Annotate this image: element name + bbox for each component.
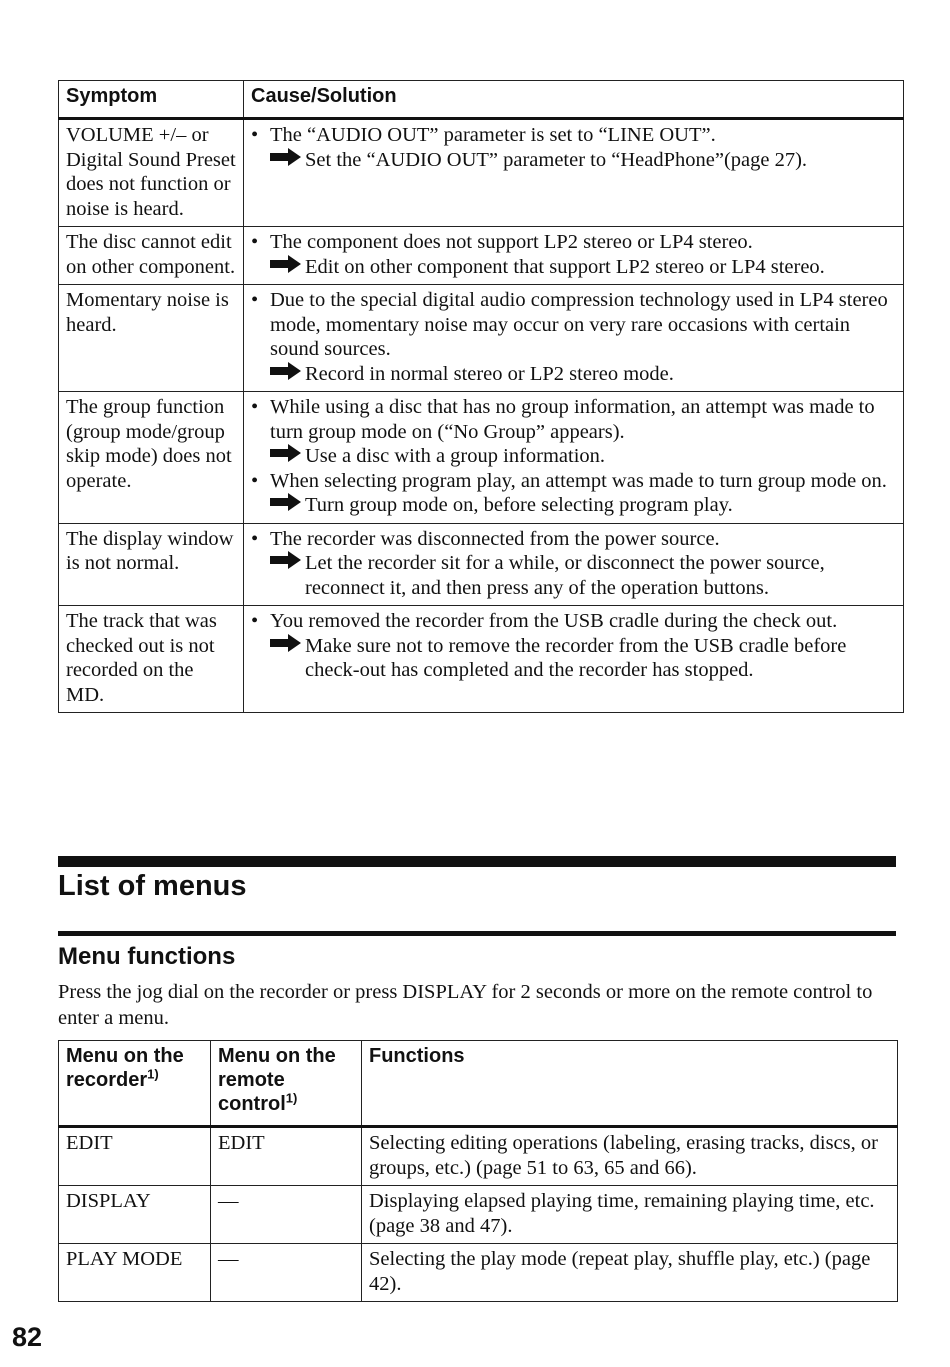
recorder-menu-cell: DISPLAY bbox=[59, 1186, 211, 1244]
menu-functions-table bbox=[58, 1040, 898, 1302]
table-row bbox=[59, 227, 904, 285]
solution-item bbox=[270, 551, 896, 600]
symptom-cell: VOLUME +/– or Digital Sound Preset does not function or noise is heard. bbox=[59, 119, 244, 227]
remote-menu-cell: — bbox=[211, 1186, 362, 1244]
troubleshooting-header-row bbox=[59, 81, 904, 119]
symptom-cell: The display window is not normal. bbox=[59, 523, 244, 606]
solution-text: Turn group mode on, before selecting program play. bbox=[305, 494, 733, 516]
right-arrow-icon bbox=[270, 444, 301, 469]
cause-item bbox=[251, 230, 896, 255]
symptom-header: Symptom bbox=[59, 81, 244, 119]
cause-solution-header: Cause/Solution bbox=[244, 81, 904, 119]
table-row bbox=[59, 1186, 898, 1244]
intro-paragraph: Press the jog dial on the recorder or press DISPLAY for 2 seconds or more on the remote control to enter a menu. bbox=[58, 981, 873, 1029]
table-row bbox=[59, 523, 904, 606]
cause-solution-cell bbox=[244, 606, 904, 713]
recorder-menu-header-label: Menu on the recorder bbox=[66, 1045, 184, 1091]
table-row bbox=[59, 119, 904, 227]
symptom-cell: Momentary noise is heard. bbox=[59, 285, 244, 392]
troubleshooting-table bbox=[58, 80, 904, 713]
cause-solution-cell bbox=[244, 392, 904, 524]
section-rule bbox=[58, 856, 896, 867]
solution-item bbox=[270, 148, 896, 173]
solution-text: Use a disc with a group information. bbox=[305, 445, 606, 467]
cause-solution-pair bbox=[251, 609, 896, 683]
cause-text: Due to the special digital audio compression technology used in LP4 stereo mode, momentary noise may occur on very rare occasions with certain sound sources. bbox=[270, 289, 888, 360]
cause-text: The recorder was disconnected from the power source. bbox=[270, 527, 720, 550]
right-arrow-icon bbox=[270, 493, 301, 518]
functions-cell: Selecting the play mode (repeat play, shuffle play, etc.) (page 42). bbox=[362, 1244, 898, 1302]
table-row bbox=[59, 606, 904, 713]
bullet-icon: • bbox=[251, 124, 259, 146]
bullet-icon: • bbox=[251, 396, 259, 418]
functions-cell: Selecting editing operations (labeling, erasing tracks, discs, or groups, etc.) (page 51 to 63, 65 and 66). bbox=[362, 1127, 898, 1186]
solution-text: Record in normal stereo or LP2 stereo mode. bbox=[305, 362, 674, 385]
cause-text: The component does not support LP2 stereo or LP4 stereo. bbox=[270, 231, 753, 253]
cause-item bbox=[251, 123, 896, 148]
cause-text: While using a disc that has no group information, an attempt was made to turn group mode on (“No Group” appears). bbox=[270, 396, 875, 443]
cause-item bbox=[251, 527, 896, 552]
solution-item bbox=[270, 362, 896, 387]
table-row bbox=[59, 392, 904, 524]
solution-text: Make sure not to remove the recorder from the USB cradle before check-out has completed and the recorder has stopped. bbox=[305, 634, 847, 681]
solution-item bbox=[270, 255, 896, 280]
right-arrow-icon bbox=[270, 634, 301, 659]
solution-item bbox=[270, 444, 896, 469]
bullet-icon: • bbox=[251, 231, 259, 253]
table-row bbox=[59, 1127, 898, 1186]
cause-text: When selecting program play, an attempt was made to turn group mode on. bbox=[270, 469, 887, 492]
cause-solution-pair bbox=[251, 469, 896, 518]
cause-solution-pair bbox=[251, 395, 896, 469]
solution-item bbox=[270, 493, 896, 518]
solution-text: Let the recorder sit for a while, or disconnect the power source, reconnect it, and then press any of the operation buttons. bbox=[305, 552, 825, 599]
cause-solution-cell bbox=[244, 523, 904, 606]
right-arrow-icon bbox=[270, 551, 301, 576]
functions-cell: Displaying elapsed playing time, remaining playing time, etc. (page 38 and 47). bbox=[362, 1186, 898, 1244]
cause-item bbox=[251, 609, 896, 634]
table-row bbox=[59, 285, 904, 392]
remote-menu-header bbox=[211, 1041, 362, 1127]
solution-text: Set the “AUDIO OUT” parameter to “HeadPhone”(page 27). bbox=[305, 148, 808, 171]
remote-menu-cell: EDIT bbox=[211, 1127, 362, 1186]
remote-menu-cell: — bbox=[211, 1244, 362, 1302]
subsection-rule bbox=[58, 931, 896, 936]
functions-header: Functions bbox=[362, 1041, 898, 1127]
cause-item bbox=[251, 288, 896, 362]
cause-solution-pair bbox=[251, 230, 896, 279]
bullet-icon: • bbox=[251, 610, 259, 632]
cause-solution-cell bbox=[244, 227, 904, 285]
bullet-icon: • bbox=[251, 289, 259, 311]
solution-item bbox=[270, 634, 896, 683]
symptom-cell: The track that was checked out is not recorded on the MD. bbox=[59, 606, 244, 713]
recorder-menu-cell: EDIT bbox=[59, 1127, 211, 1186]
menu-body bbox=[59, 1127, 898, 1302]
footnote-mark: 1) bbox=[285, 1090, 298, 1106]
cause-solution-pair bbox=[251, 123, 896, 172]
cause-solution-pair bbox=[251, 527, 896, 601]
page-number: 82 bbox=[12, 1322, 43, 1352]
table-row bbox=[59, 1244, 898, 1302]
remote-menu-header-label: Menu on the remote control bbox=[218, 1045, 336, 1115]
symptom-cell: The disc cannot edit on other component. bbox=[59, 227, 244, 285]
cause-text: The “AUDIO OUT” parameter is set to “LINE OUT”. bbox=[270, 124, 716, 146]
cause-text: You removed the recorder from the USB cradle during the check out. bbox=[270, 610, 838, 632]
symptom-cell: The group function (group mode/group skip mode) does not operate. bbox=[59, 392, 244, 524]
bullet-icon: • bbox=[251, 469, 259, 492]
cause-solution-pair bbox=[251, 288, 896, 386]
cause-solution-cell bbox=[244, 285, 904, 392]
menu-header-row bbox=[59, 1041, 898, 1127]
recorder-menu-cell: PLAY MODE bbox=[59, 1244, 211, 1302]
cause-solution-cell bbox=[244, 119, 904, 227]
section-title: List of menus bbox=[58, 870, 247, 902]
recorder-menu-header bbox=[59, 1041, 211, 1127]
right-arrow-icon bbox=[270, 362, 301, 387]
cause-item bbox=[251, 469, 896, 494]
bullet-icon: • bbox=[251, 527, 259, 550]
solution-text: Edit on other component that support LP2 stereo or LP4 stereo. bbox=[305, 255, 825, 278]
right-arrow-icon bbox=[270, 255, 301, 280]
subsection-title: Menu functions bbox=[58, 943, 236, 970]
right-arrow-icon bbox=[270, 148, 301, 173]
troubleshooting-body bbox=[59, 119, 904, 713]
cause-item bbox=[251, 395, 896, 444]
footnote-mark: 1) bbox=[147, 1066, 159, 1082]
